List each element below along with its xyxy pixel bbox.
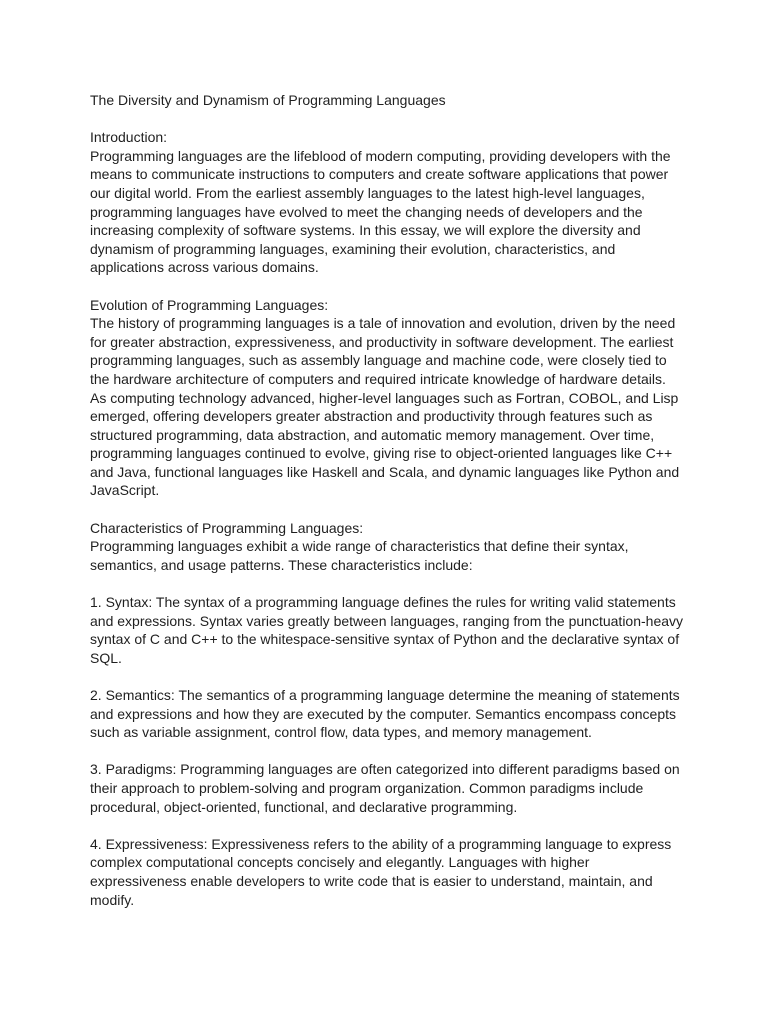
- document-title: The Diversity and Dynamism of Programming Languages: [90, 92, 446, 108]
- list-item-syntax: 1. Syntax: The syntax of a programming language defines the rules for writing valid statements and expressions. Syntax varies greatly between languages, ranging from the punctuation-heavy syntax of C and C++ to the whitespace-sensitive syntax of Python and the declarative syntax of SQL.: [90, 594, 684, 666]
- evolution-heading: Evolution of Programming Languages:: [90, 296, 329, 313]
- spacer: [90, 742, 686, 761]
- intro-heading: Introduction:: [90, 129, 168, 146]
- list-item-expressiveness: 4. Expressiveness: Expressiveness refers to the ability of a programming language to express complex computational concepts concisely and elegantly. Languages with higher expressiveness enable developers to write code that is easier to understand, maintain, and modify.: [90, 835, 672, 908]
- spacer: [90, 500, 686, 519]
- document-page: [90, 91, 686, 909]
- intro-paragraph: Programming languages are the lifeblood of modern computing, providing developers with the means to communicate instructions to computers and create software applications that power our digital world. From the earliest assembly languages to the latest high-level languages, programming languages have evolved to meet the changing needs of developers and the increasing complexity of software systems. In this essay, we will explore the diversity and dynamism of programming languages, examining their evolution, characteristics, and applications across various domains.: [90, 147, 671, 276]
- list-item-semantics: 2. Semantics: The semantics of a programming language determine the meaning of statements and expressions and how they are executed by the computer. Semantics encompass concepts such as variable assignment, control flow, data types, and memory management.: [90, 687, 680, 741]
- characteristics-heading: Characteristics of Programming Languages:: [90, 519, 364, 536]
- spacer: [90, 277, 686, 296]
- spacer: [90, 816, 686, 835]
- spacer: [90, 574, 686, 593]
- spacer: [90, 110, 686, 129]
- evolution-paragraph: The history of programming languages is a tale of innovation and evolution, driven by the need for greater abstraction, expressiveness, and productivity in software development. The earliest programming languages, such as assembly language and machine code, were closely tied to the hardware architecture of computers and required intricate knowledge of hardware details. As computing technology advanced, higher-level languages such as Fortran, COBOL, and Lisp emerged, offering developers greater abstraction and productivity through features such as structured programming, data abstraction, and automatic memory management. Over time, programming languages continued to evolve, giving rise to object-oriented languages like C++ and Java, functional languages like Haskell and Scala, and dynamic languages like Python and JavaScript.: [90, 315, 680, 499]
- characteristics-paragraph: Programming languages exhibit a wide range of characteristics that define their syntax, semantics, and usage patterns. These characteristics include:: [90, 538, 629, 573]
- list-item-paradigms: 3. Paradigms: Programming languages are often categorized into different paradigms based on their approach to problem-solving and program organization. Common paradigms include procedural, object-oriented, functional, and declarative programming.: [90, 761, 680, 815]
- spacer: [90, 667, 686, 686]
